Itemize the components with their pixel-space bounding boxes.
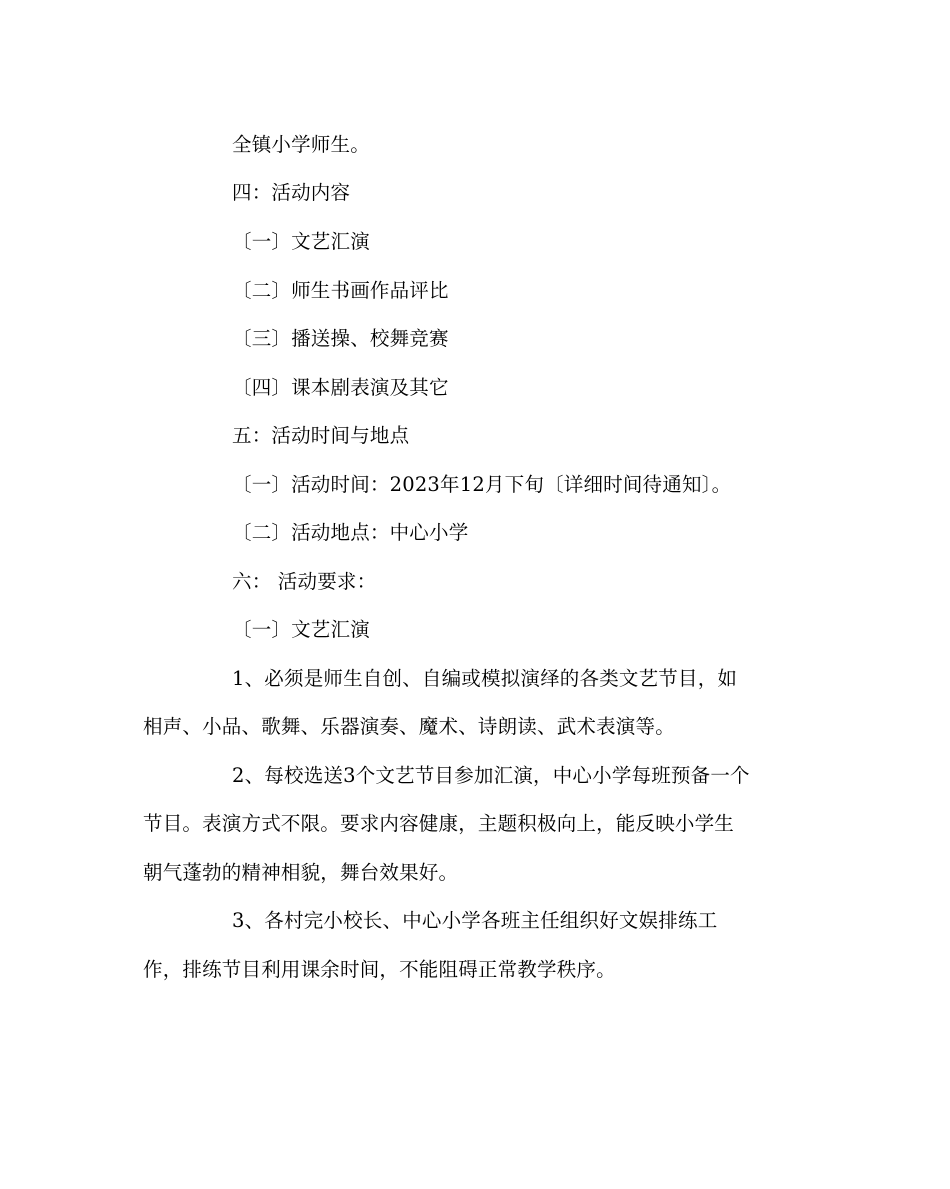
paragraph-2-line-3: 朝气蓬勃的精神相貌，舞台效果好。 [143,861,459,884]
item-textbook-drama: 〔四〕课本剧表演及其它 [232,376,449,399]
paragraph-3-line-1: 3、各村完小校长、中心小学各班主任组织好文娱排练工 [232,909,718,932]
heading-requirements: 六： 活动要求： [232,570,377,593]
item-activity-time: 〔一〕活动时间：2023年12月下旬〔详细时间待通知〕。 [232,473,732,496]
item-calligraphy-painting: 〔二〕师生书画作品评比 [232,279,449,302]
item-performance: 〔一〕文艺汇演 [232,230,370,253]
paragraph-1-line-1: 1、必须是师生自创、自编或模拟演绎的各类文艺节目，如 [232,667,738,690]
item-exercise-dance: 〔三〕播送操、校舞竞赛 [232,327,449,350]
subheading-performance: 〔一〕文艺汇演 [232,618,370,641]
paragraph-1-line-2: 相声、小品、歌舞、乐器演奏、魔术、诗朗读、武术表演等。 [143,715,675,738]
heading-time-location: 五：活动时间与地点 [232,424,410,447]
heading-activity-content: 四：活动内容 [232,181,351,204]
paragraph-2-line-2: 节目。表演方式不限。要求内容健康，主题积极向上，能反映小学生 [143,812,735,835]
paragraph-3-line-2: 作，排练节目利用课余时间，不能阻碍正常教学秩序。 [143,958,616,981]
paragraph-2-line-1: 2、每校选送3个文艺节目参加汇演，中心小学每班预备一个 [232,764,750,787]
item-activity-location: 〔二〕活动地点：中心小学 [232,521,469,544]
text-line-audience: 全镇小学师生。 [232,133,370,156]
